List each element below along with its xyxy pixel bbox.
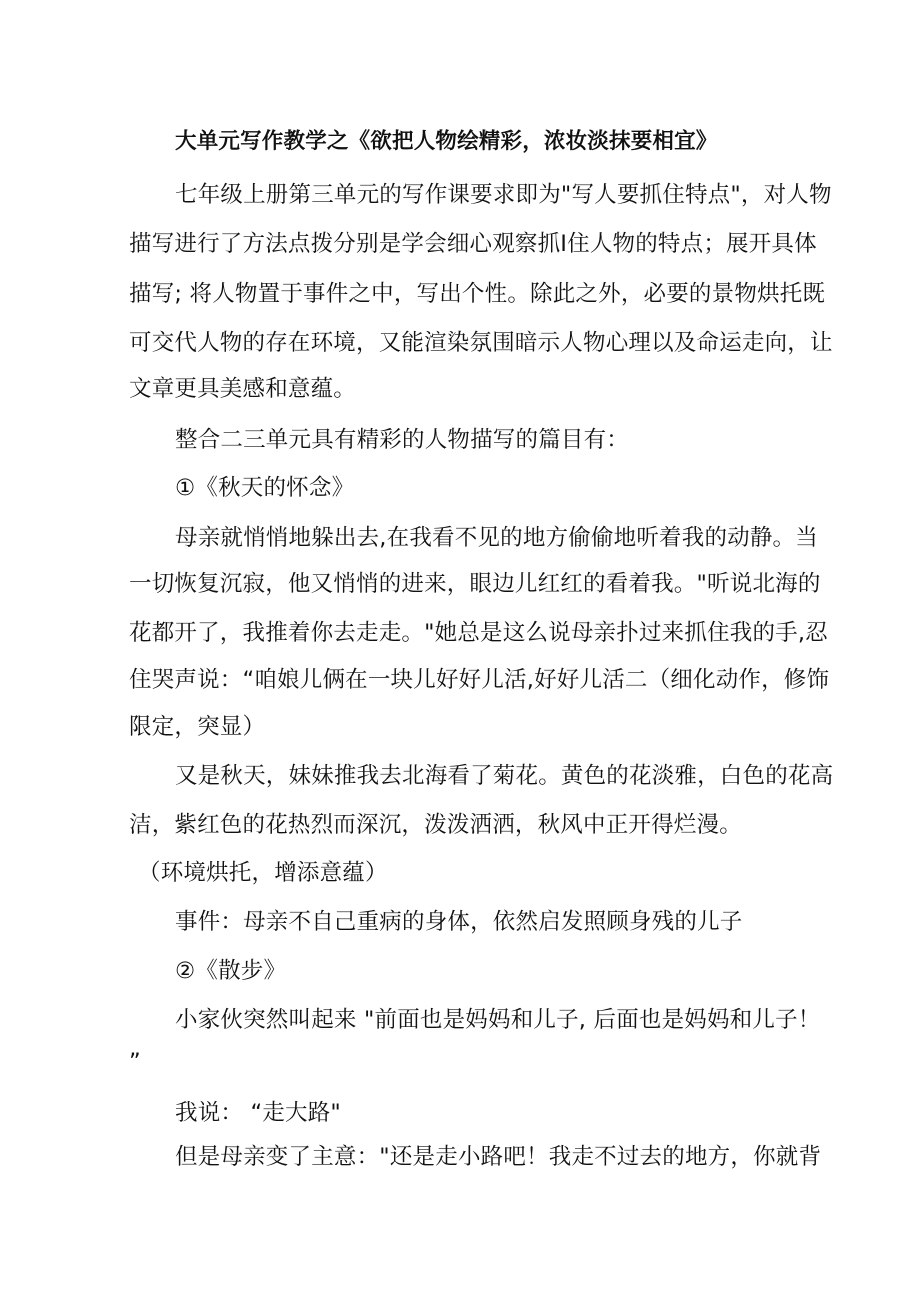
item1-title: ①《秋天的怀念》	[175, 475, 355, 501]
item1-para-line: 住哭声说：“咱娘儿俩在一块儿好好儿活,好好儿活二（细化动作，修饰	[129, 667, 830, 693]
intro-line: 七年级上册第三单元的写作课要求即为"写人要抓住特点"，对人物	[175, 182, 832, 208]
item2-title: ②《散步》	[175, 958, 287, 984]
item2-line: 小家伙突然叫起来 "前面也是妈妈和儿子, 后面也是妈妈和儿子！	[175, 1007, 821, 1033]
item1-para-line: 母亲就悄悄地躲出去,在我看不见的地方偷偷地听着我的动静。当	[175, 525, 818, 551]
intro-line: 描写进行了方法点拨分别是学会细心观察抓I住人物的特点；展开具体	[129, 231, 817, 257]
document-title: 大单元写作教学之《欲把人物绘精彩，浓妆淡抹要相宜》	[175, 129, 718, 154]
item2-line: 但是母亲变了主意："还是走小路吧！我走不过去的地方，你就背	[175, 1144, 822, 1170]
intro-line: 描写; 将人物置于事件之中，写出个性。除此之外，必要的景物烘托既	[129, 281, 826, 307]
item2-line: 我说： “走大路"	[175, 1100, 341, 1126]
item2-line-tail: ”	[129, 1049, 141, 1075]
item1-para-line: 花都开了，我推着你去走走。"她总是这么说母亲扑过来抓住我的手,忍	[129, 620, 828, 646]
integrate-line: 整合二三单元具有精彩的人物描写的篇目有：	[175, 427, 630, 453]
item1-scene-line: 洁，紫红色的花热烈而深沉，泼泼洒洒，秋风中正开得烂漫。	[129, 812, 742, 838]
item1-scene-line: 又是秋天，妹妹推我去北海看了菊花。黄色的花淡雅，白色的花高	[175, 763, 834, 789]
item1-para-line: 限定，突显）	[129, 714, 266, 740]
item1-note: （环境烘托，增添意蕴）	[138, 860, 388, 886]
item1-event: 事件：母亲不自己重病的身体，依然启发照顾身残的儿子	[175, 909, 743, 935]
item1-para-line: 一切恢复沉寂，他又悄悄的进来，眼边儿红红的看着我。"听说北海的	[129, 571, 821, 597]
intro-line: 文章更具美感和意蕴。	[129, 376, 357, 402]
intro-line: 可交代人物的存在环境，又能渲染氛围暗示人物心理以及命运走向，让	[129, 330, 833, 356]
